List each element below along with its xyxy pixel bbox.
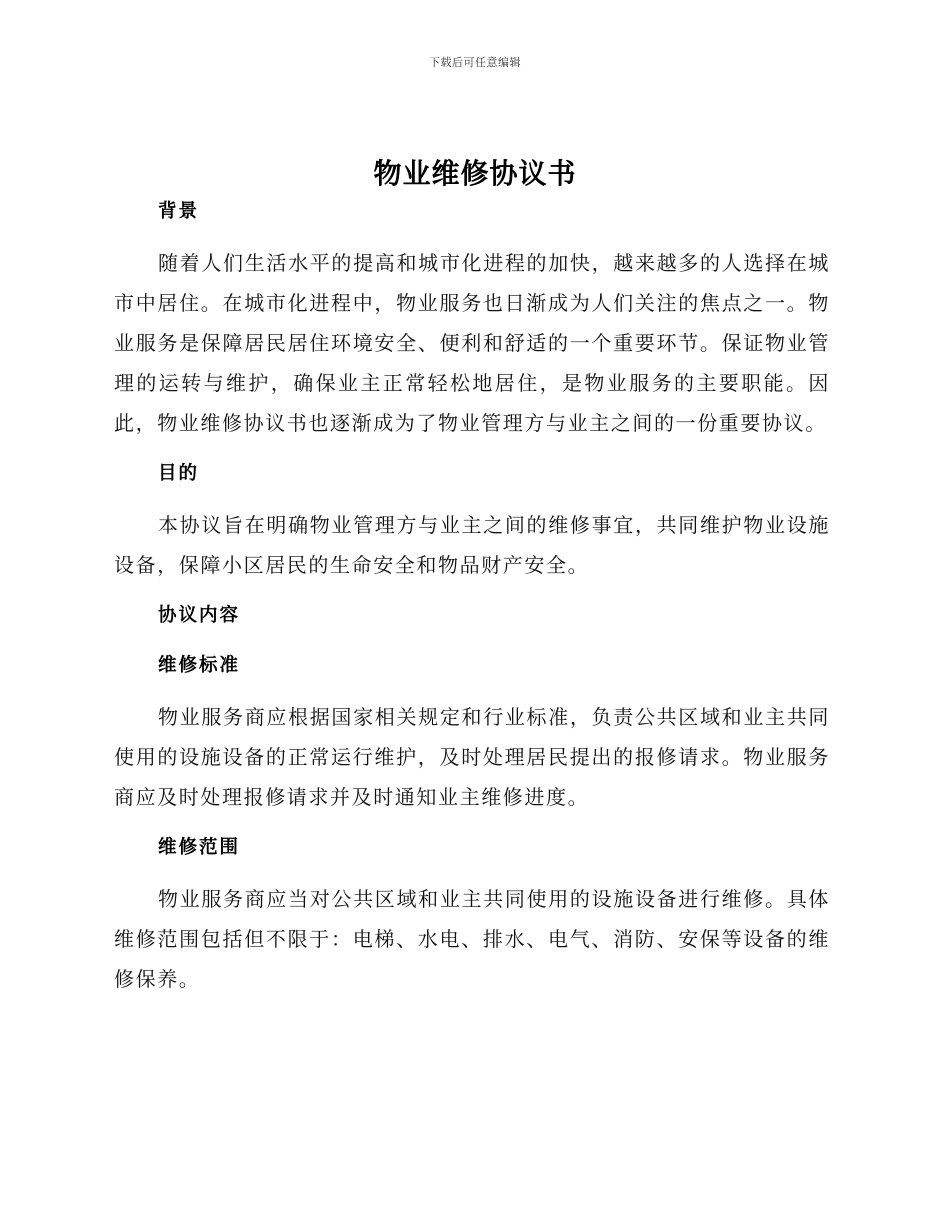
section-heading-agreement: 协议内容 bbox=[158, 605, 241, 626]
section-heading-standard: 维修标准 bbox=[158, 655, 241, 676]
section-heading-background: 背景 bbox=[158, 201, 200, 222]
document-body bbox=[114, 193, 830, 999]
section-heading-scope: 维修范围 bbox=[158, 837, 241, 858]
section-heading-purpose: 目的 bbox=[158, 463, 200, 484]
document-title: 物业维修协议书 bbox=[373, 157, 577, 190]
paragraph-background: 随着人们生活水平的提高和城市化进程的加快，越来越多的人选择在城市中居住。在城市化进程中，物业服务也日渐成为人们关注的焦点之一。物业服务是保障居民居住环境安全、便利和舒适的一个重要环节。保证物业管理的运转与维护，确保业主正常轻松地居住，是物业服务的主要职能。因此，物业维修协议书也逐渐成为了物业管理方与业主之间的一份重要协议。 bbox=[114, 251, 830, 435]
header-note: 下载后可任意编辑 bbox=[429, 56, 521, 69]
paragraph-standard: 物业服务商应根据国家相关规定和行业标准，负责公共区域和业主共同使用的设施设备的正常运行维护，及时处理居民提出的报修请求。物业服务商应及时处理报修请求并及时通知业主维修进度。 bbox=[114, 705, 830, 809]
paragraph-scope: 物业服务商应当对公共区域和业主共同使用的设施设备进行维修。具体维修范围包括但不限于：电梯、水电、排水、电气、消防、安保等设备的维修保养。 bbox=[114, 887, 830, 991]
paragraph-purpose: 本协议旨在明确物业管理方与业主之间的维修事宜，共同维护物业设施设备，保障小区居民的生命安全和物品财产安全。 bbox=[114, 513, 830, 577]
